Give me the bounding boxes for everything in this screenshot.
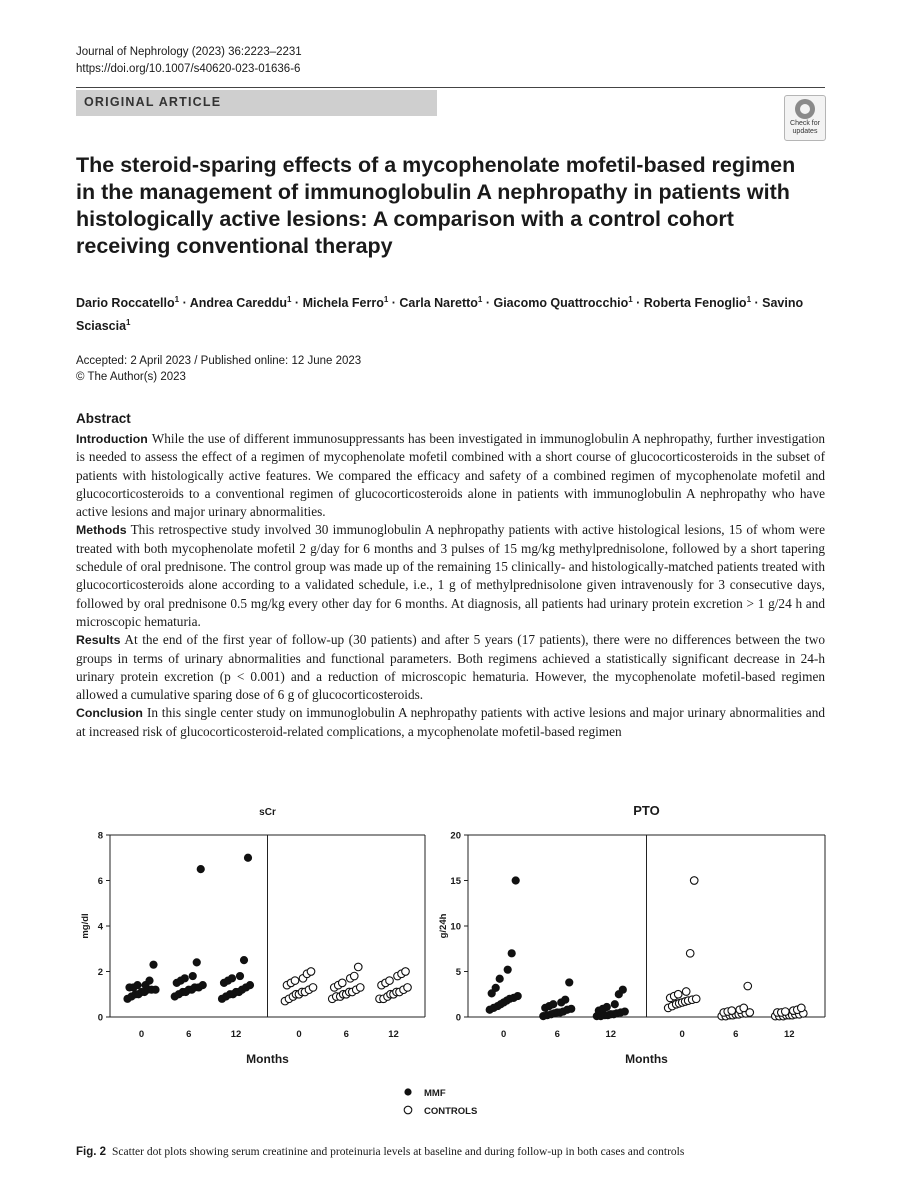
affiliation-marker: 1	[383, 295, 389, 304]
controls-data-point	[404, 984, 412, 992]
accepted-published-dates: Accepted: 2 April 2023 / Published online: 12 June 2023	[76, 355, 362, 367]
mmf-data-point	[562, 996, 569, 1003]
mmf-data-point	[566, 979, 573, 986]
x-axis-label: Months	[246, 1052, 289, 1066]
mmf-data-point	[611, 1001, 618, 1008]
controls-data-point	[692, 995, 700, 1003]
mmf-data-point	[240, 957, 247, 964]
check-updates-label: Check for updates	[790, 120, 820, 135]
mmf-data-point	[228, 975, 235, 982]
x-tick-label: 0	[296, 1029, 302, 1040]
mmf-data-point	[244, 854, 251, 861]
journal-doi[interactable]: https://doi.org/10.1007/s40620-023-01636-6	[76, 63, 301, 75]
x-tick-label: 12	[605, 1029, 617, 1040]
controls-data-point	[354, 963, 362, 971]
figure-scatter-plots	[80, 795, 830, 1140]
author-name[interactable]: Andrea Careddu	[189, 296, 287, 311]
author-name[interactable]: Savino Sciascia	[76, 296, 804, 334]
x-tick-label: 6	[343, 1029, 349, 1040]
mmf-data-point	[199, 982, 206, 989]
x-tick-label: 6	[186, 1029, 192, 1040]
figure-caption-text: Scatter dot plots showing serum creatinine and proteinuria levels at baseline and during follow-up in both cases and controls	[112, 1146, 685, 1158]
abstract-introduction	[76, 430, 825, 521]
abstract-heading: Abstract	[76, 411, 131, 426]
author-separator: ·	[482, 296, 494, 311]
section-text: In this single center study on immunoglobulin A nephropathy patients with active lesions and major urinary abnormalities and at increased risk of glucocorticosteroid-related complications, a mycophenolate mofetil-based regimen	[76, 705, 825, 739]
affiliation-marker: 1	[287, 295, 292, 304]
affiliation-marker: 1	[126, 318, 131, 328]
mmf-data-point	[568, 1005, 575, 1012]
section-head: Methods	[76, 523, 127, 538]
controls-data-point	[682, 988, 690, 996]
abstract-methods	[76, 521, 825, 631]
header-rule	[76, 87, 825, 88]
affiliation-marker: 1	[174, 295, 180, 304]
controls-data-point	[291, 977, 299, 985]
x-tick-label: 12	[230, 1029, 242, 1040]
mmf-data-point	[150, 961, 157, 968]
y-axis-label: mg/dl	[80, 913, 91, 939]
controls-data-point	[356, 984, 364, 992]
journal-info	[76, 44, 302, 78]
mmf-data-point	[504, 966, 511, 973]
mmf-data-point	[496, 975, 503, 982]
x-axis-label: Months	[625, 1052, 668, 1066]
mmf-data-point	[236, 972, 243, 979]
legend-label: MMF	[424, 1088, 446, 1099]
y-tick-label: 10	[450, 921, 461, 933]
author-name[interactable]: Michela Ferro	[302, 296, 384, 311]
section-text: This retrospective study involved 30 immunoglobulin A nephropathy patients with active histological lesions, 15 of whom were treated with both mycophenolate mofetil 2 g/day for 6 months and 3 pulses of 15 mg/kg methylprednisolone, followed by a short tapering schedule of oral prednisone. The control group was made up of the remaining 15 clinically- and histologically-matched patients treated with glucocorticosteroids alone according to a validated schedule, i.e., 1 g of methylprednisolone given intravenously for 3 consecutive days, followed by oral prednisone 0.5 mg/kg every other day for 6 months. At diagnosis, all patients had urinary protein excretion > 1 g/24 h and microscopic hematuria.	[76, 522, 825, 629]
x-tick-label: 0	[501, 1029, 507, 1040]
section-head: Conclusion	[76, 706, 143, 721]
mmf-data-point	[621, 1008, 628, 1015]
controls-data-point	[350, 972, 358, 980]
y-tick-label: 8	[97, 830, 103, 842]
author-separator: ·	[751, 296, 763, 311]
author-separator: ·	[291, 296, 303, 311]
mmf-data-point	[619, 986, 626, 993]
legend-controls-marker	[404, 1106, 412, 1114]
check-updates-icon	[795, 99, 815, 119]
abstract-results	[76, 631, 825, 704]
mmf-data-point	[246, 982, 253, 989]
mmf-data-point	[508, 950, 515, 957]
y-tick-label: 20	[450, 830, 461, 842]
x-tick-label: 6	[554, 1029, 560, 1040]
abstract-conclusion	[76, 704, 825, 741]
section-text: At the end of the first year of follow-up (30 patients) and after 5 years (17 patients), there were no differences between the two groups in terms of urinary abnormalities and functional parameters. Both regimens achieved a statistically significant decrease in 24-h urinary protein excretion (p < 0.001) and a reduction of microscopic hematuria. However, the mycophenolate mofetil-based regimen allowed a cumulative sparing dose of 6 g of glucocorticosteroids.	[76, 632, 825, 703]
article-title: The steroid-sparing effects of a mycophenolate mofetil-based regimen in the management of immunoglobulin A nephropathy in patients with histologically active lesions: A comparison with a control cohort receiving conventional therapy	[76, 153, 796, 258]
x-tick-label: 12	[388, 1029, 399, 1040]
mmf-data-point	[512, 877, 519, 884]
author-name[interactable]: Carla Naretto	[399, 296, 478, 311]
y-tick-label: 4	[97, 921, 103, 933]
mmf-data-point	[189, 972, 196, 979]
section-head: Results	[76, 633, 121, 648]
chart-title: PTO	[633, 803, 660, 818]
section-text: While the use of different immunosuppressants has been investigated in immunoglobulin A nephropathy, further investigation is needed to assess the effect of a regimen of mycophenolate mofetil combined with a short course of glucocorticosteroids in the subset of patients with histologically active features. We compared the efficacy and safety of a combined regimen of mycophenolate mofetil and glucocorticosteroids to a conventional regimen of glucocorticosteroids alone in patients with immunoglobulin A nephropathy who have active lesions and major urinary abnormalities.	[76, 431, 825, 520]
y-tick-label: 5	[455, 967, 461, 978]
article-type-banner	[76, 90, 437, 116]
legend-label: CONTROLS	[424, 1106, 478, 1117]
y-tick-label: 0	[455, 1012, 461, 1024]
controls-data-point	[728, 1007, 736, 1015]
author-list	[76, 290, 825, 336]
mmf-data-point	[603, 1003, 610, 1010]
copyright-notice: © The Author(s) 2023	[76, 371, 186, 383]
controls-data-point	[740, 1004, 748, 1012]
controls-data-point	[338, 979, 346, 987]
author-name[interactable]: Giacomo Quattrocchio	[493, 296, 629, 311]
mmf-data-point	[492, 984, 499, 991]
author-separator: ·	[632, 296, 644, 311]
controls-data-point	[309, 984, 317, 992]
controls-data-point	[674, 990, 682, 998]
mmf-data-point	[514, 992, 521, 999]
x-tick-label: 0	[138, 1029, 145, 1040]
y-tick-label: 15	[450, 876, 461, 887]
publication-dates	[76, 353, 361, 385]
controls-data-point	[307, 968, 315, 976]
mmf-data-point	[197, 866, 204, 873]
controls-data-point	[402, 968, 410, 976]
mmf-data-point	[550, 1001, 557, 1008]
author-name[interactable]: Dario Roccatello	[76, 296, 175, 311]
mmf-data-point	[146, 977, 153, 984]
controls-data-point	[782, 1008, 790, 1016]
article-type-label: ORIGINAL ARTICLE	[84, 95, 222, 109]
affiliation-marker: 1	[477, 295, 483, 304]
mmf-data-point	[193, 959, 200, 966]
journal-citation: Journal of Nephrology (2023) 36:2223–2231	[76, 46, 302, 58]
controls-data-point	[798, 1004, 806, 1012]
chart-title: sCr	[259, 807, 276, 818]
y-tick-label: 2	[97, 967, 103, 978]
figure-label: Fig. 2	[76, 1146, 107, 1158]
author-name[interactable]: Roberta Fenoglio	[643, 296, 747, 311]
mmf-data-point	[152, 986, 159, 993]
abstract-body	[76, 430, 825, 741]
x-tick-label: 12	[784, 1029, 795, 1040]
y-tick-label: 6	[97, 876, 103, 887]
author-separator: ·	[388, 296, 400, 311]
affiliation-marker: 1	[628, 295, 633, 304]
x-tick-label: 6	[733, 1029, 739, 1040]
controls-data-point	[686, 950, 694, 958]
controls-data-point	[690, 877, 698, 885]
section-head: Introduction	[76, 432, 148, 446]
controls-data-point	[744, 982, 752, 990]
legend-mmf-marker	[404, 1088, 411, 1095]
figure-caption	[76, 1146, 684, 1158]
mmf-data-point	[134, 982, 141, 989]
mmf-data-point	[181, 975, 188, 982]
author-separator: ·	[179, 296, 190, 311]
controls-data-point	[386, 977, 394, 985]
check-for-updates-badge[interactable]	[784, 95, 826, 141]
y-axis-label: g/24h	[438, 913, 449, 939]
affiliation-marker: 1	[746, 295, 752, 304]
x-tick-label: 0	[679, 1029, 685, 1040]
y-tick-label: 0	[97, 1012, 103, 1024]
